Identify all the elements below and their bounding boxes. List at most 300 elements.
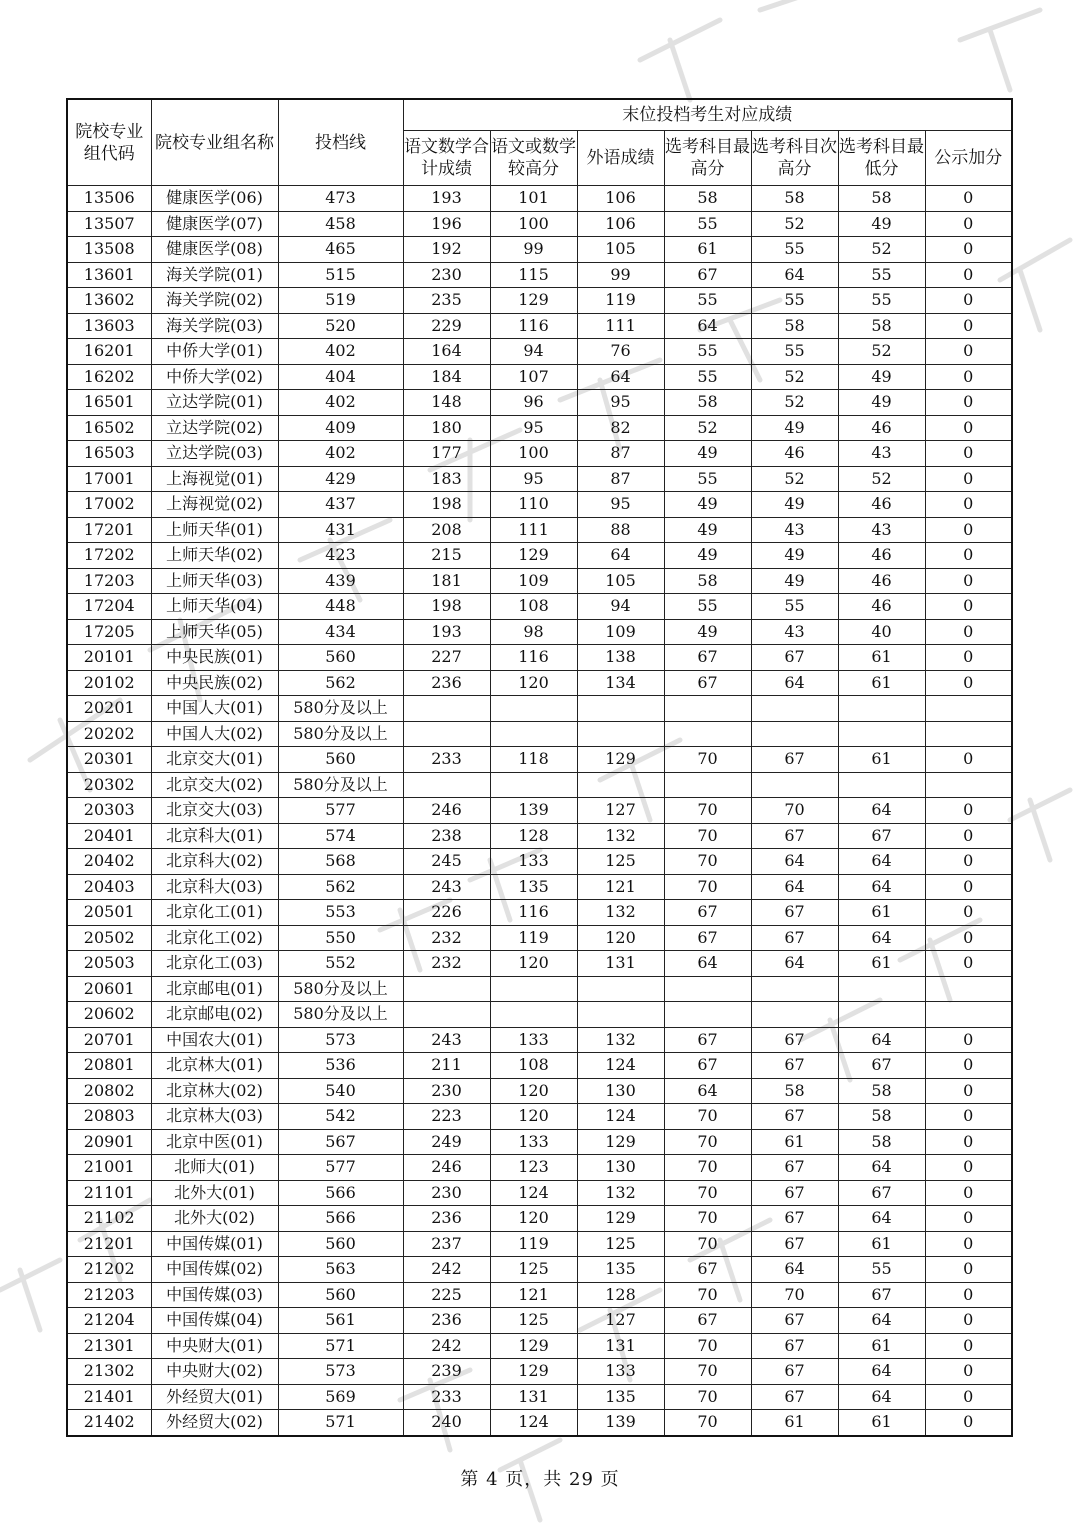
table-cell: 124 — [490, 1180, 577, 1206]
table-cell: 105 — [577, 237, 664, 263]
table-cell: 553 — [278, 900, 403, 926]
table-cell: 198 — [403, 492, 490, 518]
table-cell: 243 — [403, 1027, 490, 1053]
table-cell: 211 — [403, 1053, 490, 1079]
table-cell: 181 — [403, 568, 490, 594]
table-cell: 67 — [751, 1206, 838, 1232]
table-cell: 13506 — [67, 186, 151, 212]
table-cell: 55 — [751, 237, 838, 263]
table-cell: 120 — [490, 1104, 577, 1130]
table-cell: 0 — [925, 492, 1012, 518]
table-cell — [925, 721, 1012, 747]
table-cell — [490, 721, 577, 747]
table-cell: 立达学院(01) — [151, 390, 278, 416]
table-cell: 49 — [664, 517, 751, 543]
table-row — [67, 1410, 1012, 1436]
table-cell: 61 — [838, 747, 925, 773]
table-cell: 20901 — [67, 1129, 151, 1155]
table-cell: 0 — [925, 874, 1012, 900]
table-cell: 95 — [577, 492, 664, 518]
table-cell: 上师天华(02) — [151, 543, 278, 569]
table-cell: 70 — [664, 823, 751, 849]
table-cell: 20601 — [67, 976, 151, 1002]
table-cell: 130 — [577, 1155, 664, 1181]
table-cell: 49 — [838, 211, 925, 237]
table-cell: 0 — [925, 925, 1012, 951]
table-cell: 70 — [664, 1231, 751, 1257]
table-cell: 67 — [751, 1231, 838, 1257]
table-cell: 58 — [751, 186, 838, 212]
table-cell: 0 — [925, 900, 1012, 926]
table-cell: 230 — [403, 262, 490, 288]
table-cell: 246 — [403, 798, 490, 824]
table-cell: 20301 — [67, 747, 151, 773]
table-cell: 0 — [925, 415, 1012, 441]
table-cell: 0 — [925, 543, 1012, 569]
table-row — [67, 925, 1012, 951]
table-cell: 580分及以上 — [278, 696, 403, 722]
table-cell: 110 — [490, 492, 577, 518]
table-cell: 17203 — [67, 568, 151, 594]
table-cell: 55 — [664, 594, 751, 620]
table-row — [67, 823, 1012, 849]
table-cell: 124 — [577, 1104, 664, 1130]
table-cell — [577, 721, 664, 747]
table-cell: 61 — [838, 900, 925, 926]
table-cell: 上师天华(04) — [151, 594, 278, 620]
table-cell: 88 — [577, 517, 664, 543]
table-cell: 67 — [751, 1333, 838, 1359]
header-sub: 选考科目最低分 — [838, 131, 925, 186]
table-cell: 536 — [278, 1053, 403, 1079]
table-cell: 520 — [278, 313, 403, 339]
table-cell: 0 — [925, 823, 1012, 849]
table-cell: 16503 — [67, 441, 151, 467]
table-cell: 64 — [838, 1206, 925, 1232]
table-cell: 中侨大学(02) — [151, 364, 278, 390]
table-cell: 中国传媒(01) — [151, 1231, 278, 1257]
table-cell — [490, 696, 577, 722]
table-cell: 0 — [925, 670, 1012, 696]
table-cell: 43 — [751, 619, 838, 645]
table-cell: 132 — [577, 1027, 664, 1053]
table-cell: 519 — [278, 288, 403, 314]
table-cell: 67 — [751, 1308, 838, 1334]
table-cell: 67 — [751, 1053, 838, 1079]
table-cell: 北京化工(03) — [151, 951, 278, 977]
table-cell: 70 — [664, 849, 751, 875]
table-row — [67, 1206, 1012, 1232]
table-row — [67, 1384, 1012, 1410]
table-row — [67, 441, 1012, 467]
table-cell: 49 — [664, 492, 751, 518]
table-cell: 64 — [838, 925, 925, 951]
table-cell: 120 — [490, 1206, 577, 1232]
table-cell: 94 — [490, 339, 577, 365]
header-sub: 公示加分 — [925, 131, 1012, 186]
table-cell: 21201 — [67, 1231, 151, 1257]
table-cell: 129 — [577, 747, 664, 773]
table-cell: 北京交大(02) — [151, 772, 278, 798]
header-sub: 选考科目最高分 — [664, 131, 751, 186]
table-cell: 20701 — [67, 1027, 151, 1053]
table-cell: 135 — [490, 874, 577, 900]
table-row — [67, 364, 1012, 390]
table-cell: 106 — [577, 211, 664, 237]
table-row — [67, 849, 1012, 875]
table-cell: 0 — [925, 1282, 1012, 1308]
table-cell: 135 — [577, 1384, 664, 1410]
table-row — [67, 288, 1012, 314]
table-cell: 67 — [751, 900, 838, 926]
table-cell — [925, 976, 1012, 1002]
table-cell: 64 — [751, 849, 838, 875]
table-cell: 20402 — [67, 849, 151, 875]
table-cell: 67 — [664, 1257, 751, 1283]
table-cell: 138 — [577, 645, 664, 671]
table-cell: 95 — [490, 415, 577, 441]
table-row — [67, 1078, 1012, 1104]
table-cell: 52 — [751, 364, 838, 390]
table-cell: 116 — [490, 313, 577, 339]
table-cell: 242 — [403, 1333, 490, 1359]
table-cell: 67 — [751, 1027, 838, 1053]
table-cell — [838, 721, 925, 747]
table-cell: 20302 — [67, 772, 151, 798]
table-cell: 120 — [490, 951, 577, 977]
table-cell: 67 — [751, 1104, 838, 1130]
table-cell: 北外大(02) — [151, 1206, 278, 1232]
table-cell: 101 — [490, 186, 577, 212]
table-cell: 515 — [278, 262, 403, 288]
table-cell: 111 — [490, 517, 577, 543]
table-row — [67, 339, 1012, 365]
table-cell: 健康医学(07) — [151, 211, 278, 237]
table-row — [67, 1231, 1012, 1257]
table-cell: 67 — [751, 1359, 838, 1385]
table-cell: 立达学院(02) — [151, 415, 278, 441]
table-cell: 55 — [751, 594, 838, 620]
table-cell: 20101 — [67, 645, 151, 671]
table-cell: 立达学院(03) — [151, 441, 278, 467]
table-cell: 87 — [577, 441, 664, 467]
table-row — [67, 543, 1012, 569]
table-cell: 0 — [925, 313, 1012, 339]
table-cell: 中国传媒(03) — [151, 1282, 278, 1308]
table-cell — [490, 772, 577, 798]
table-cell: 562 — [278, 874, 403, 900]
table-cell — [751, 772, 838, 798]
table-cell: 0 — [925, 849, 1012, 875]
table-cell: 70 — [664, 874, 751, 900]
table-cell: 49 — [838, 390, 925, 416]
table-cell: 130 — [577, 1078, 664, 1104]
table-cell: 0 — [925, 211, 1012, 237]
table-cell: 196 — [403, 211, 490, 237]
table-cell: 49 — [751, 543, 838, 569]
table-cell: 20803 — [67, 1104, 151, 1130]
table-cell — [925, 696, 1012, 722]
table-cell: 129 — [490, 1333, 577, 1359]
table-body — [67, 186, 1012, 1436]
table-row — [67, 415, 1012, 441]
table-cell: 0 — [925, 568, 1012, 594]
table-cell — [403, 696, 490, 722]
table-row — [67, 696, 1012, 722]
table-cell: 232 — [403, 925, 490, 951]
table-cell: 229 — [403, 313, 490, 339]
table-cell: 109 — [490, 568, 577, 594]
table-cell: 46 — [838, 492, 925, 518]
table-cell: 13508 — [67, 237, 151, 263]
table-cell: 67 — [664, 262, 751, 288]
table-cell: 67 — [838, 1053, 925, 1079]
table-cell: 409 — [278, 415, 403, 441]
table-cell: 131 — [577, 951, 664, 977]
table-cell: 20303 — [67, 798, 151, 824]
table-cell: 49 — [664, 441, 751, 467]
table-row — [67, 1129, 1012, 1155]
table-cell: 540 — [278, 1078, 403, 1104]
table-cell: 17202 — [67, 543, 151, 569]
table-cell: 21302 — [67, 1359, 151, 1385]
table-cell: 0 — [925, 1155, 1012, 1181]
table-cell: 43 — [751, 517, 838, 543]
table-cell: 242 — [403, 1257, 490, 1283]
table-cell: 0 — [925, 1104, 1012, 1130]
table-cell: 139 — [490, 798, 577, 824]
table-cell: 中央民族(01) — [151, 645, 278, 671]
table-row — [67, 1053, 1012, 1079]
table-cell: 55 — [664, 466, 751, 492]
table-cell: 67 — [751, 823, 838, 849]
table-cell: 0 — [925, 1206, 1012, 1232]
table-cell: 海关学院(02) — [151, 288, 278, 314]
table-cell: 0 — [925, 517, 1012, 543]
table-row — [67, 517, 1012, 543]
table-row — [67, 1027, 1012, 1053]
table-cell: 67 — [751, 1155, 838, 1181]
table-cell: 中侨大学(01) — [151, 339, 278, 365]
table-cell: 中国农大(01) — [151, 1027, 278, 1053]
table-cell: 133 — [490, 1027, 577, 1053]
table-cell: 431 — [278, 517, 403, 543]
table-cell: 236 — [403, 670, 490, 696]
table-cell: 96 — [490, 390, 577, 416]
table-cell: 108 — [490, 594, 577, 620]
table-cell: 46 — [838, 594, 925, 620]
table-row — [67, 568, 1012, 594]
table-row — [67, 492, 1012, 518]
table-cell: 61 — [664, 237, 751, 263]
table-cell: 北京林大(03) — [151, 1104, 278, 1130]
table-cell: 北师大(01) — [151, 1155, 278, 1181]
table-cell: 中央财大(01) — [151, 1333, 278, 1359]
table-cell: 67 — [838, 1180, 925, 1206]
table-row — [67, 721, 1012, 747]
table-cell: 129 — [577, 1129, 664, 1155]
table-cell: 64 — [751, 670, 838, 696]
table-cell: 573 — [278, 1027, 403, 1053]
table-cell — [490, 976, 577, 1002]
table-cell: 70 — [751, 798, 838, 824]
table-cell: 58 — [838, 186, 925, 212]
table-cell: 20602 — [67, 1002, 151, 1028]
table-cell: 70 — [664, 1282, 751, 1308]
table-cell: 180 — [403, 415, 490, 441]
table-cell: 北京邮电(02) — [151, 1002, 278, 1028]
table-cell: 20202 — [67, 721, 151, 747]
table-cell: 183 — [403, 466, 490, 492]
table-cell: 64 — [838, 798, 925, 824]
table-row — [67, 747, 1012, 773]
table-cell: 海关学院(01) — [151, 262, 278, 288]
table-cell: 132 — [577, 1180, 664, 1206]
table-row — [67, 262, 1012, 288]
table-cell: 439 — [278, 568, 403, 594]
table-cell: 236 — [403, 1308, 490, 1334]
table-row — [67, 1333, 1012, 1359]
table-cell: 95 — [577, 390, 664, 416]
table-cell: 402 — [278, 390, 403, 416]
table-cell: 0 — [925, 1257, 1012, 1283]
table-cell: 64 — [838, 849, 925, 875]
table-cell: 127 — [577, 798, 664, 824]
table-cell — [664, 976, 751, 1002]
table-cell: 46 — [838, 415, 925, 441]
table-cell: 16202 — [67, 364, 151, 390]
table-cell: 562 — [278, 670, 403, 696]
table-cell: 55 — [664, 364, 751, 390]
table-cell: 61 — [838, 951, 925, 977]
table-cell: 573 — [278, 1359, 403, 1385]
table-row — [67, 951, 1012, 977]
table-cell: 106 — [577, 186, 664, 212]
table-cell: 70 — [664, 798, 751, 824]
table-cell: 58 — [664, 186, 751, 212]
table-cell: 566 — [278, 1180, 403, 1206]
table-cell: 20501 — [67, 900, 151, 926]
table-cell: 70 — [664, 747, 751, 773]
table-cell: 北京科大(03) — [151, 874, 278, 900]
table-cell: 193 — [403, 619, 490, 645]
table-cell — [664, 1002, 751, 1028]
table-cell — [925, 772, 1012, 798]
table-cell: 402 — [278, 441, 403, 467]
table-cell — [577, 976, 664, 1002]
table-cell: 0 — [925, 262, 1012, 288]
table-cell: 402 — [278, 339, 403, 365]
table-cell: 55 — [838, 288, 925, 314]
table-cell: 64 — [838, 1359, 925, 1385]
table-cell: 中国人大(01) — [151, 696, 278, 722]
table-cell: 542 — [278, 1104, 403, 1130]
table-cell: 458 — [278, 211, 403, 237]
table-cell: 21204 — [67, 1308, 151, 1334]
table-cell: 67 — [664, 900, 751, 926]
table-cell: 67 — [751, 1180, 838, 1206]
table-cell: 58 — [751, 1078, 838, 1104]
table-cell — [577, 772, 664, 798]
table-cell: 67 — [751, 645, 838, 671]
table-cell: 外经贸大(01) — [151, 1384, 278, 1410]
table-cell: 0 — [925, 390, 1012, 416]
table-cell: 21202 — [67, 1257, 151, 1283]
table-cell: 43 — [838, 517, 925, 543]
table-cell: 577 — [278, 798, 403, 824]
table-cell: 上师天华(03) — [151, 568, 278, 594]
table-cell: 95 — [490, 466, 577, 492]
table-cell: 67 — [838, 823, 925, 849]
table-cell: 131 — [490, 1384, 577, 1410]
table-cell: 177 — [403, 441, 490, 467]
table-cell: 0 — [925, 1129, 1012, 1155]
table-cell: 北京化工(01) — [151, 900, 278, 926]
table-cell — [403, 976, 490, 1002]
table-cell: 55 — [664, 339, 751, 365]
table-cell — [838, 696, 925, 722]
table-cell: 125 — [490, 1257, 577, 1283]
table-cell: 上师天华(05) — [151, 619, 278, 645]
table-cell: 448 — [278, 594, 403, 620]
table-cell: 128 — [490, 823, 577, 849]
table-cell: 21402 — [67, 1410, 151, 1436]
table-cell: 120 — [490, 670, 577, 696]
table-cell: 70 — [664, 1180, 751, 1206]
table-cell: 0 — [925, 1180, 1012, 1206]
table-row — [67, 619, 1012, 645]
table-cell: 中央财大(02) — [151, 1359, 278, 1385]
table-cell: 55 — [664, 211, 751, 237]
table-cell: 52 — [838, 466, 925, 492]
table-cell: 70 — [664, 1104, 751, 1130]
table-cell: 70 — [664, 1206, 751, 1232]
table-cell: 120 — [577, 925, 664, 951]
table-cell — [577, 696, 664, 722]
table-cell: 164 — [403, 339, 490, 365]
table-cell: 中国传媒(04) — [151, 1308, 278, 1334]
table-cell: 健康医学(06) — [151, 186, 278, 212]
table-cell: 580分及以上 — [278, 721, 403, 747]
table-cell: 121 — [490, 1282, 577, 1308]
table-cell: 132 — [577, 823, 664, 849]
table-cell: 13603 — [67, 313, 151, 339]
table-cell: 20801 — [67, 1053, 151, 1079]
table-cell: 17204 — [67, 594, 151, 620]
table-cell: 61 — [838, 1410, 925, 1436]
table-cell: 125 — [490, 1308, 577, 1334]
table-cell: 64 — [838, 1155, 925, 1181]
table-cell: 64 — [751, 1257, 838, 1283]
table-cell: 139 — [577, 1410, 664, 1436]
table-cell: 70 — [664, 1410, 751, 1436]
table-cell: 16501 — [67, 390, 151, 416]
table-cell: 20201 — [67, 696, 151, 722]
table-cell: 0 — [925, 1359, 1012, 1385]
header-sub: 外语成绩 — [577, 131, 664, 186]
table-cell: 67 — [664, 1308, 751, 1334]
table-cell: 133 — [490, 849, 577, 875]
table-cell: 0 — [925, 1384, 1012, 1410]
table-cell — [751, 721, 838, 747]
table-cell: 569 — [278, 1384, 403, 1410]
table-cell: 0 — [925, 237, 1012, 263]
table-cell: 中国传媒(02) — [151, 1257, 278, 1283]
table-cell: 67 — [751, 747, 838, 773]
table-cell — [838, 976, 925, 1002]
table-cell: 43 — [838, 441, 925, 467]
table-cell: 海关学院(03) — [151, 313, 278, 339]
